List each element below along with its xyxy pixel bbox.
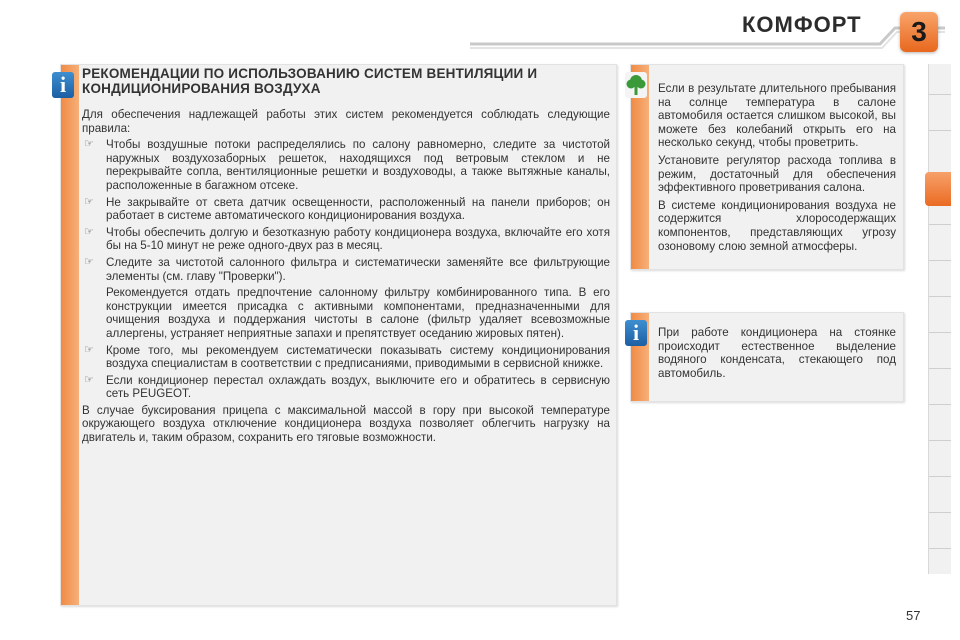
chapter-title: КОМФОРТ [742, 12, 862, 37]
info-icon: i [625, 320, 647, 346]
chapter-tab[interactable] [929, 404, 951, 405]
tip-paragraph: В системе кондиционирования воздуха не содержится хлоросодержащих компонентов, представляющих угрозу озоновому слою земной атмосферы. [658, 198, 896, 253]
list-item-text: Кроме того, мы рекомендуем систематически показывать систему кондиционирования воздуха специалистам в соответствии с предписаниями, приводимыми в сервисной книжке. [106, 343, 610, 371]
chapter-tabs [928, 64, 951, 574]
list-item [82, 226, 610, 253]
list-item [82, 138, 610, 192]
list-item [82, 344, 610, 371]
chapter-tab-active[interactable] [925, 172, 951, 206]
info-note-body [658, 326, 896, 384]
list-item-text: Не закрывайте от света датчик освещенности, расположенный на панели приборов; он работает в системе автоматического кондиционирования воздуха. [106, 195, 610, 223]
chapter-tab[interactable] [929, 512, 951, 513]
page-header [0, 0, 960, 60]
tip-paragraph: Установите регулятор расхода топлива в режим, достаточный для обеспечения эффективного проветривания салона. [658, 153, 896, 195]
chapter-tab[interactable] [929, 260, 951, 261]
chapter-tab[interactable] [929, 440, 951, 441]
info-note-text: При работе кондиционера на стоянке происходит естественное выделение водяного конденсата, стекающего под автомобиль. [658, 326, 896, 380]
list-item-text: Следите за чистотой салонного фильтра и систематически заменяйте все фильтрующие элементы (см. главу "Проверки"). [106, 255, 610, 283]
tree-icon [625, 72, 647, 98]
recommendations-body [82, 108, 610, 448]
list-item-text: Чтобы воздушные потоки распределялись по салону равномерно, следите за чистотой наружных воздухозаборных решеток, находящихся под ветровым стеклом и не перекрывайте сопла, вентиляционные решетки и воздуховоды, а также вытяжные каналы, расположенные в багажном отсеке. [106, 138, 610, 192]
pointing-hand-icon: ☞ [84, 225, 94, 238]
section-title: РЕКОМЕНДАЦИИ ПО ИСПОЛЬЗОВАНИЮ СИСТЕМ ВЕНТИЛЯЦИИ И КОНДИЦИОНИРОВАНИЯ ВОЗДУХА [82, 66, 538, 96]
pointing-hand-icon: ☞ [84, 255, 94, 268]
pointing-hand-icon: ☞ [84, 138, 94, 151]
info-icon: i [52, 72, 74, 98]
list-item-text: Если кондиционер перестал охлаждать воздух, выключите его и обратитесь в сервисную сеть PEUGEOT. [106, 373, 610, 401]
chapter-tab[interactable] [929, 476, 951, 477]
panel-accent-stripe [61, 65, 79, 605]
list-item-text: Чтобы обеспечить долгую и безотказную работу кондиционера воздуха, включайте его хотя бы на 5-10 минут не реже одного-двух раз в месяц. [106, 225, 610, 253]
chapter-tab[interactable] [929, 94, 951, 95]
chapter-tab[interactable] [929, 224, 951, 225]
chapter-tab[interactable] [929, 548, 951, 549]
page-number: 57 [906, 608, 921, 623]
chapter-tab[interactable] [929, 296, 951, 297]
tip-paragraph: Если в результате длительного пребывания на солнце температура в салоне автомобиля остается слишком высокой, вы можете без колебаний открыть его на несколько секунд, чтобы проветрить. [658, 82, 896, 150]
chapter-tab[interactable] [929, 130, 951, 131]
chapter-tab[interactable] [929, 332, 951, 333]
chapter-number-badge: 3 [900, 12, 938, 52]
chapter-tab[interactable] [929, 368, 951, 369]
pointing-hand-icon: ☞ [84, 373, 94, 386]
pointing-hand-icon: ☞ [84, 195, 94, 208]
outro-paragraph: В случае буксирования прицепа с максимальной массой в гору при высокой температуре окружающего воздуха отключение кондиционера воздуха позволяет облегчить нагрузку на двигатель и, таким образом, сохранить его тяговые возможности. [82, 403, 610, 445]
pointing-hand-icon: ☞ [84, 343, 94, 356]
list-item [82, 374, 610, 401]
intro-paragraph: Для обеспечения надлежащей работы этих систем рекомендуется соблюдать следующие правила: [82, 108, 610, 135]
ecology-tip-body [658, 82, 896, 257]
list-item [82, 256, 610, 283]
list-item-continuation: Рекомендуется отдать предпочтение салонному фильтру комбинированного типа. В его конструкции имеется присадка с активными компонентами, предназначенными для очищения воздуха и поддержания чистоты в салоне (фильтр удаляет всевозможные аллергены, устраняет неприятные запахи и препятствует оседанию жировых пятен). [106, 286, 610, 340]
list-item [82, 196, 610, 223]
